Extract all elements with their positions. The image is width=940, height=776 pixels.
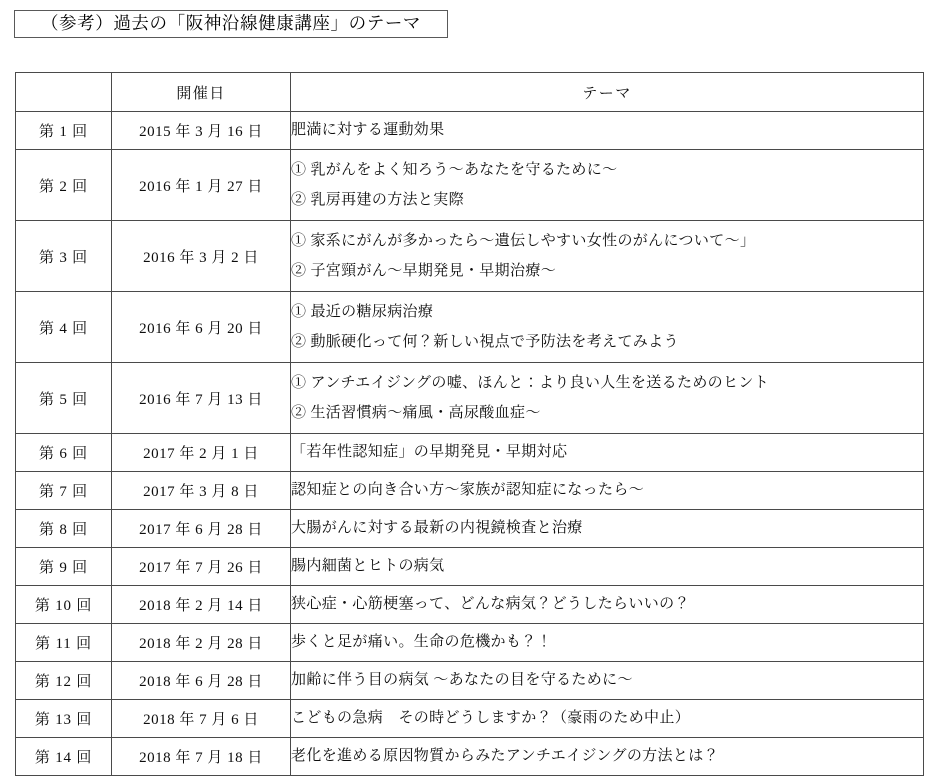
cell-session-date: 2017 年 2 月 1 日 [112,434,291,472]
table-body [16,112,924,776]
theme-line: 大腸がんに対する最新の内視鏡検査と治療 [291,520,583,536]
table-row [16,150,924,221]
cell-session-date: 2015 年 3 月 16 日 [112,112,291,150]
table-row [16,292,924,363]
cell-session-number: 第 2 回 [16,150,112,221]
cell-session-theme [291,472,924,510]
theme-line: ① 最近の糖尿病治療 [291,304,434,320]
cell-session-date: 2016 年 3 月 2 日 [112,221,291,292]
cell-session-date: 2018 年 7 月 6 日 [112,700,291,738]
cell-session-theme [291,548,924,586]
theme-line: ② 動脈硬化って何？新しい視点で予防法を考えてみよう [291,334,679,350]
table-row [16,221,924,292]
cell-session-number: 第 4 回 [16,292,112,363]
theme-line: 認知症との向き合い方〜家族が認知症になったら〜 [291,482,645,498]
table-row [16,662,924,700]
table-row [16,738,924,776]
cell-session-number: 第 13 回 [16,700,112,738]
cell-session-theme [291,586,924,624]
cell-session-theme [291,624,924,662]
table-row [16,472,924,510]
theme-line: 歩くと足が痛い。生命の危機かも？！ [291,634,552,650]
theme-line: ① 家系にがんが多かったら〜遺伝しやすい女性のがんについて〜」 [291,233,756,249]
document-title-box [14,10,448,38]
page-title: （参考）過去の「阪神沿線健康講座」のテーマ [40,13,422,34]
table-row [16,112,924,150]
table-row [16,700,924,738]
cell-session-number: 第 9 回 [16,548,112,586]
cell-session-date: 2018 年 2 月 14 日 [112,586,291,624]
cell-session-date: 2018 年 7 月 18 日 [112,738,291,776]
theme-line: 腸内細菌とヒトの病気 [291,558,445,574]
column-header-date: 開催日 [112,73,291,112]
cell-session-theme [291,434,924,472]
cell-session-number: 第 14 回 [16,738,112,776]
column-header-theme: テーマ [291,73,924,112]
cell-session-theme [291,150,924,221]
cell-session-theme [291,112,924,150]
cell-session-number: 第 10 回 [16,586,112,624]
cell-session-date: 2018 年 2 月 28 日 [112,624,291,662]
table-row [16,363,924,434]
theme-line: ② 生活習慣病〜痛風・高尿酸血症〜 [291,405,541,421]
cell-session-number: 第 11 回 [16,624,112,662]
theme-line: 加齢に伴う目の病気 〜あなたの目を守るために〜 [291,672,633,688]
cell-session-theme [291,738,924,776]
table-row [16,510,924,548]
cell-session-theme [291,363,924,434]
cell-session-date: 2016 年 1 月 27 日 [112,150,291,221]
cell-session-theme [291,292,924,363]
theme-line: ① アンチエイジングの嘘、ほんと：より良い人生を送るためのヒント [291,375,770,391]
cell-session-number: 第 7 回 [16,472,112,510]
theme-line: 老化を進める原因物質からみたアンチエイジングの方法とは？ [291,748,719,764]
theme-line: 肥満に対する運動効果 [291,122,445,138]
theme-line: ② 子宮頸がん〜早期発見・早期治療〜 [291,263,557,279]
cell-session-date: 2017 年 6 月 28 日 [112,510,291,548]
cell-session-number: 第 12 回 [16,662,112,700]
theme-line: 「若年性認知症」の早期発見・早期対応 [291,444,568,460]
cell-session-theme [291,510,924,548]
theme-line: ① 乳がんをよく知ろう〜あなたを守るために〜 [291,162,618,178]
cell-session-theme [291,221,924,292]
cell-session-theme [291,662,924,700]
cell-session-date: 2017 年 3 月 8 日 [112,472,291,510]
theme-line: こどもの急病 その時どうしますか？（豪雨のため中止） [291,710,691,726]
column-header-number [16,73,112,112]
table-header-row [16,73,924,112]
table-row [16,586,924,624]
table-row [16,548,924,586]
cell-session-date: 2016 年 6 月 20 日 [112,292,291,363]
health-seminar-theme-table [15,72,924,776]
table-row [16,434,924,472]
table-row [16,624,924,662]
cell-session-date: 2018 年 6 月 28 日 [112,662,291,700]
cell-session-number: 第 3 回 [16,221,112,292]
cell-session-theme [291,700,924,738]
cell-session-number: 第 8 回 [16,510,112,548]
theme-line: 狭心症・心筋梗塞って、どんな病気？どうしたらいいの？ [291,596,690,612]
table-header [16,73,924,112]
cell-session-number: 第 5 回 [16,363,112,434]
theme-line: ② 乳房再建の方法と実際 [291,192,464,208]
cell-session-number: 第 6 回 [16,434,112,472]
cell-session-number: 第 1 回 [16,112,112,150]
cell-session-date: 2016 年 7 月 13 日 [112,363,291,434]
cell-session-date: 2017 年 7 月 26 日 [112,548,291,586]
